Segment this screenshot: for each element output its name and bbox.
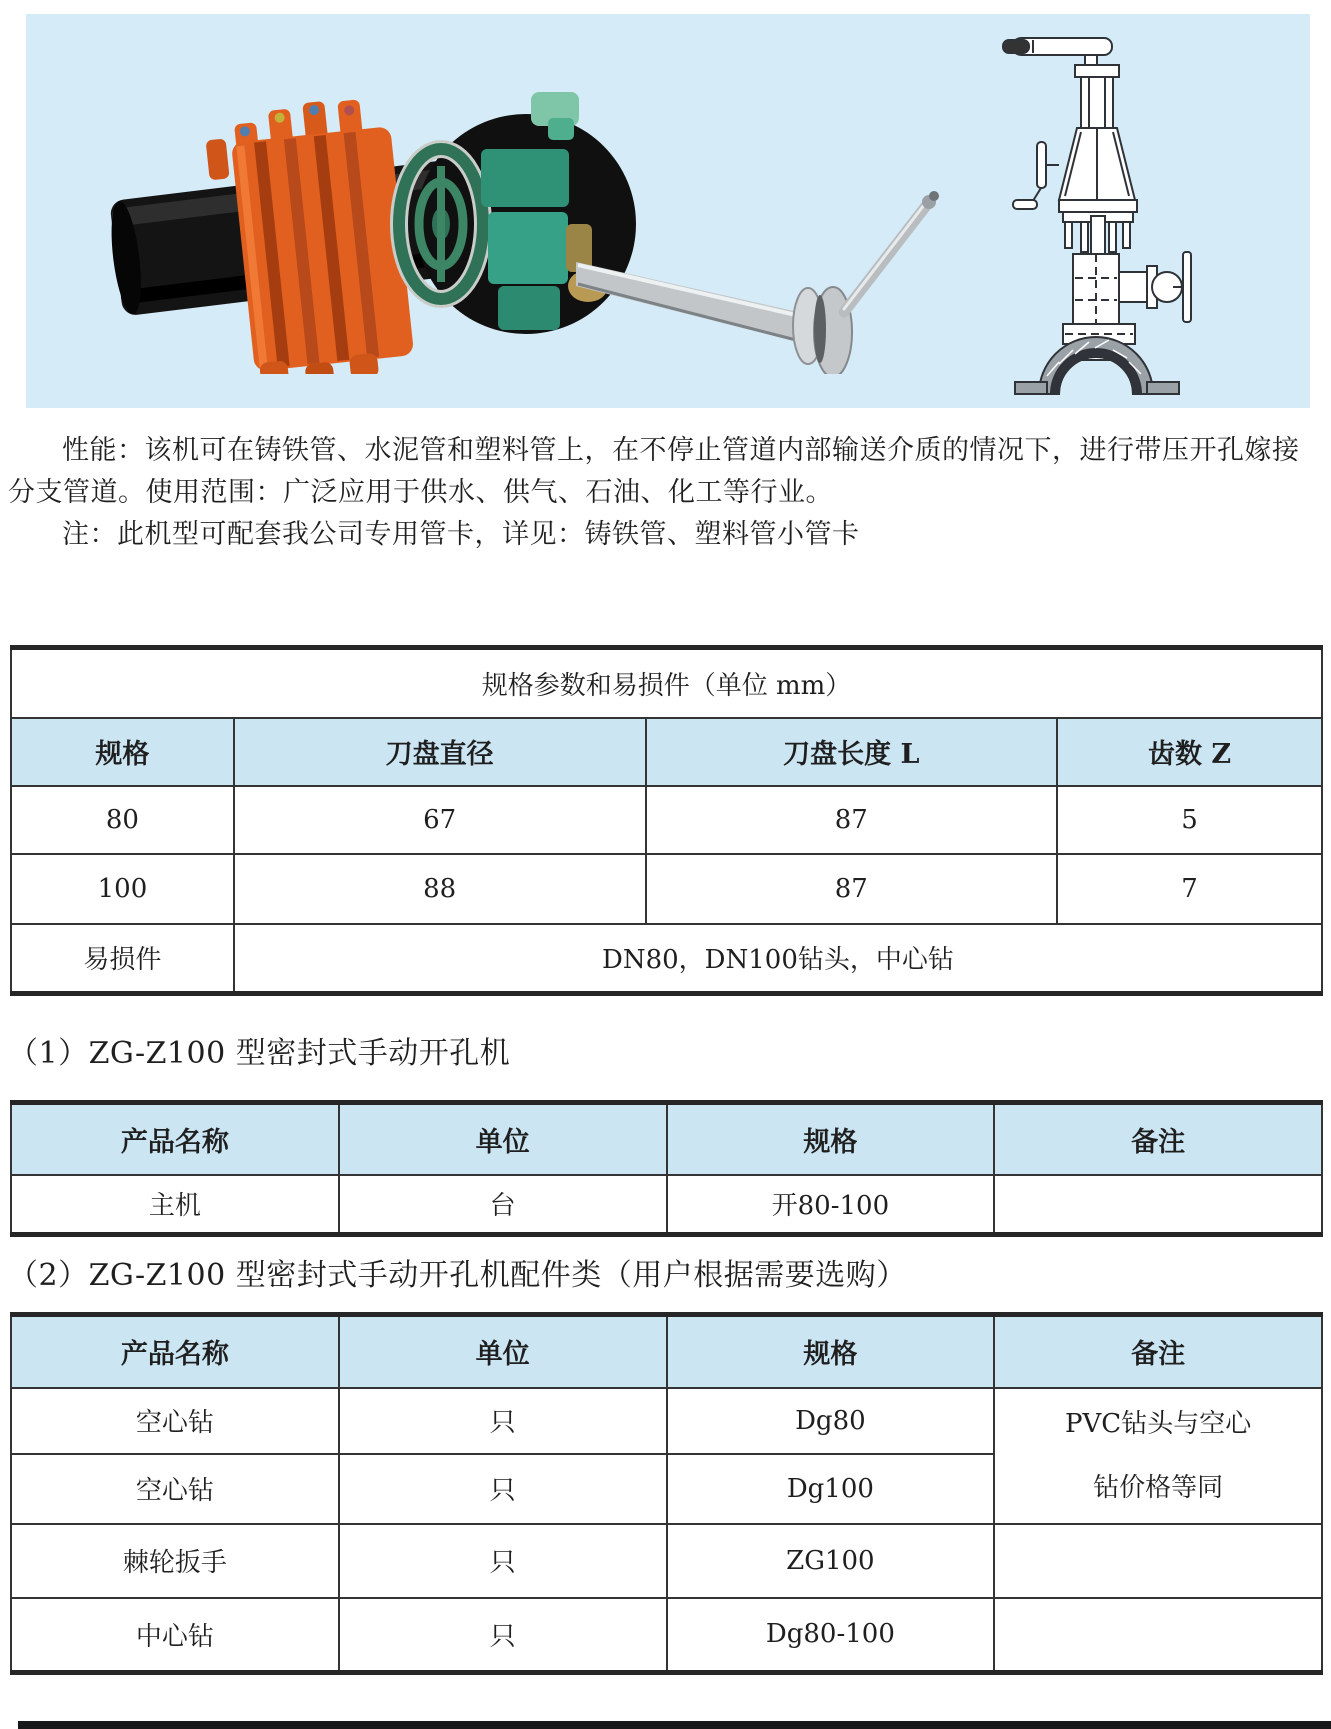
- technical-drawing-icon: [1001, 24, 1251, 404]
- main-unit-cell: 开80-100: [667, 1175, 995, 1235]
- main-unit-row: [11, 1175, 1322, 1235]
- spec-cell: 87: [646, 786, 1058, 854]
- merged-remark-line: 钻价格等同: [1093, 1472, 1224, 1503]
- spec-cell: 88: [234, 854, 646, 924]
- accessories-cell: [994, 1524, 1322, 1598]
- spec-cell: 87: [646, 854, 1058, 924]
- accessories-cell: 只: [339, 1598, 667, 1673]
- accessories-cell: [994, 1598, 1322, 1673]
- main-unit-header-cell: 备注: [994, 1103, 1322, 1175]
- performance-text: 性能：该机可在铸铁管、水泥管和塑料管上，在不停止管道内部输送介质的情况下，进行带压开孔嫁接分支管道。使用范围：广泛应用于供水、供气、石油、化工等行业。: [8, 435, 1300, 508]
- main-unit-table: [10, 1100, 1323, 1237]
- main-unit-header-row: [11, 1103, 1322, 1175]
- spec-header-cell: 齿数 Z: [1057, 718, 1322, 786]
- spec-table-row: [11, 786, 1322, 854]
- spec-cell: 7: [1057, 854, 1322, 924]
- spec-cell: 67: [234, 786, 646, 854]
- accessories-table: [10, 1312, 1323, 1675]
- section1-heading: （1）ZG-Z100 型密封式手动开孔机: [8, 1036, 511, 1071]
- accessories-row: [11, 1524, 1322, 1598]
- accessories-cell: 只: [339, 1524, 667, 1598]
- spec-cell: 80: [11, 786, 234, 854]
- accessories-cell: 空心钻: [11, 1454, 339, 1524]
- accessories-row: [11, 1388, 1322, 1454]
- accessories-header-cell: 单位: [339, 1315, 667, 1388]
- main-unit-header-cell: 规格: [667, 1103, 995, 1175]
- main-unit-cell: 主机: [11, 1175, 339, 1235]
- merged-remark-cell: [994, 1388, 1322, 1524]
- accessories-cell: 只: [339, 1454, 667, 1524]
- accessories-header-row: [11, 1315, 1322, 1388]
- accessories-cell: 空心钻: [11, 1388, 339, 1454]
- wear-parts-label: 易损件: [11, 924, 234, 994]
- accessories-cell: 棘轮扳手: [11, 1524, 339, 1598]
- spec-header-cell: 刀盘直径: [234, 718, 646, 786]
- spec-table-title: 规格参数和易损件（单位 mm）: [11, 648, 1322, 718]
- intro-block: [8, 430, 1324, 556]
- product-photo: [96, 74, 946, 374]
- product-banner: [26, 14, 1310, 408]
- accessories-header-cell: 规格: [667, 1315, 995, 1388]
- accessories-cell: Dg80: [667, 1388, 995, 1454]
- section2-heading: （2）ZG-Z100 型密封式手动开孔机配件类（用户根据需要选购）: [8, 1258, 907, 1293]
- footer-bar: [18, 1721, 1331, 1729]
- accessories-header-cell: 备注: [994, 1315, 1322, 1388]
- main-unit-cell: 台: [339, 1175, 667, 1235]
- spec-table: [10, 645, 1323, 996]
- spec-cell: 100: [11, 854, 234, 924]
- wear-parts-row: [11, 924, 1322, 994]
- note-text: 注：此机型可配套我公司专用管卡，详见：铸铁管、塑料管小管卡: [62, 519, 860, 550]
- accessories-cell: ZG100: [667, 1524, 995, 1598]
- spec-table-header-row: [11, 718, 1322, 786]
- accessories-cell: 中心钻: [11, 1598, 339, 1673]
- accessories-cell: Dg80-100: [667, 1598, 995, 1673]
- spec-header-cell: 规格: [11, 718, 234, 786]
- spec-table-title-row: [11, 648, 1322, 718]
- merged-remark-line: PVC钻头与空心: [1065, 1408, 1252, 1439]
- spec-cell: 5: [1057, 786, 1322, 854]
- main-unit-header-cell: 产品名称: [11, 1103, 339, 1175]
- accessories-row: [11, 1598, 1322, 1673]
- main-unit-header-cell: 单位: [339, 1103, 667, 1175]
- accessories-cell: 只: [339, 1388, 667, 1454]
- accessories-header-cell: 产品名称: [11, 1315, 339, 1388]
- wear-parts-value: DN80，DN100钻头，中心钻: [234, 924, 1322, 994]
- spec-header-cell: 刀盘长度 L: [646, 718, 1058, 786]
- main-unit-cell: [994, 1175, 1322, 1235]
- accessories-cell: Dg100: [667, 1454, 995, 1524]
- spec-table-row: [11, 854, 1322, 924]
